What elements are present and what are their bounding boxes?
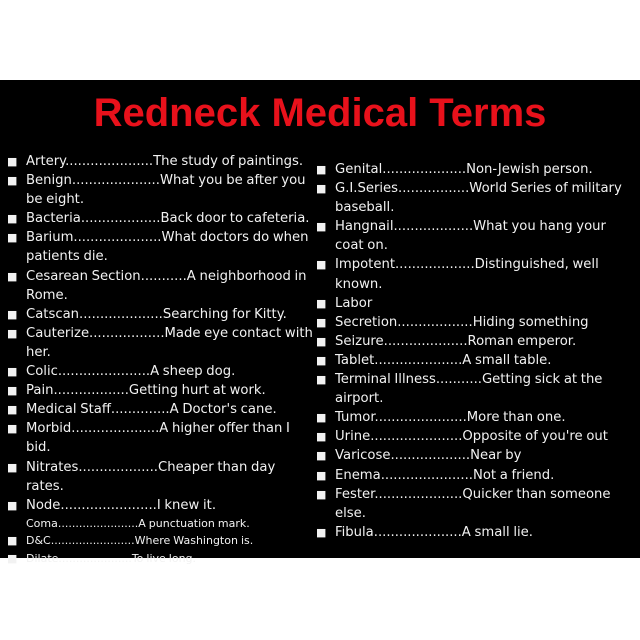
term-enema: ■ Enema......................Not a friend. xyxy=(316,466,628,485)
term-pain: ■ Pain..................Getting hurt at work. xyxy=(4,381,314,400)
bullet-icon: ■ xyxy=(7,212,18,226)
term-cesarean-section: ■ Cesarean Section...........A neighborhood in Rome. xyxy=(7,268,307,303)
bullet-icon: ■ xyxy=(316,296,327,310)
bullet-icon: ■ xyxy=(316,525,327,539)
term-seizure: ■ Seizure....................Roman emperor. xyxy=(316,332,628,351)
term-tumor: ■ Tumor......................More than one. xyxy=(316,408,628,427)
term-labor: ■ Labor xyxy=(316,294,628,313)
bullet-icon: ■ xyxy=(7,384,18,398)
bullet-icon: ■ xyxy=(7,403,18,417)
bullet-icon: ■ xyxy=(7,498,18,512)
bullet-icon: ■ xyxy=(7,551,18,565)
term-node: ■ Node.......................I knew it. xyxy=(4,496,314,515)
term-catscan: ■ Catscan....................Searching for Kitty. xyxy=(4,305,314,324)
bullet-icon: ■ xyxy=(316,449,327,463)
term-cauterize: ■ Cauterize..................Made eye contact with her. xyxy=(7,325,313,360)
term-dandc: ■ D&C........................Where Washington is. xyxy=(4,532,314,550)
bullet-icon: ■ xyxy=(316,353,327,367)
bullet-icon: ■ xyxy=(316,373,327,387)
bullet-icon: ■ xyxy=(316,220,327,234)
term-artery: ■ Artery.....................The study of paintings. xyxy=(4,152,314,171)
term-genital: ■ Genital....................Non-Jewish person. xyxy=(316,160,628,179)
bullet-icon: ■ xyxy=(7,422,18,436)
term-fibula: ■ Fibula.....................A small lie. xyxy=(316,523,628,542)
poster xyxy=(0,80,640,565)
term-barium: ■ Barium.....................What doctors do when patients die. xyxy=(7,230,309,265)
term-morbid: ■ Morbid.....................A higher offer than I bid. xyxy=(7,421,290,456)
term-hangnail: ■ Hangnail...................What you hang your coat on. xyxy=(316,219,606,254)
bullet-icon: ■ xyxy=(7,231,18,245)
bullet-icon: ■ xyxy=(316,163,327,176)
term-varicose: ■ Varicose...................Near by xyxy=(316,446,628,465)
term-fester: ■ Fester.....................Quicker than someone else. xyxy=(316,486,611,521)
bullet-icon: ■ xyxy=(7,269,18,283)
term-medical-staff: ■ Medical Staff..............A Doctor's cane. xyxy=(4,400,314,419)
bullet-icon: ■ xyxy=(316,315,327,329)
bullet-icon: ■ xyxy=(316,334,327,348)
term-terminal-illness: ■ Terminal Illness...........Getting sick at the airport. xyxy=(316,372,603,407)
term-urine: ■ Urine......................Opposite of you're out xyxy=(316,427,628,446)
bullet-icon: ■ xyxy=(316,411,327,425)
term-benign: ■ Benign.....................What you be after you be eight. xyxy=(7,173,306,208)
right-term-list xyxy=(316,160,628,542)
bullet-icon: ■ xyxy=(316,182,327,196)
term-nitrates: ■ Nitrates...................Cheaper than day rates. xyxy=(7,459,276,494)
bullet-icon: ■ xyxy=(7,460,18,474)
bullet-icon: ■ xyxy=(7,307,18,321)
bullet-icon: ■ xyxy=(7,365,18,379)
bullet-icon: ■ xyxy=(316,258,327,272)
left-term-list xyxy=(4,152,314,567)
term-gi-series: ■ G.I.Series.................World Series of military baseball. xyxy=(316,181,622,216)
term-impotent: ■ Impotent...................Distinguished, well known. xyxy=(316,257,599,292)
bullet-icon: ■ xyxy=(7,326,18,340)
bullet-icon: ■ xyxy=(316,487,327,501)
term-dilate: ■ Dilate.....................To live long. xyxy=(4,550,314,568)
term-tablet: ■ Tablet.....................A small table. xyxy=(316,351,628,370)
term-coma: Coma.......................A punctuation mark. xyxy=(26,516,250,530)
bullet-icon: ■ xyxy=(316,430,327,444)
term-bacteria: ■ Bacteria...................Back door to cafeteria. xyxy=(4,209,314,228)
bullet-icon: ■ xyxy=(7,534,18,548)
poster-title: Redneck Medical Terms xyxy=(93,91,547,135)
term-colic: ■ Colic......................A sheep dog. xyxy=(4,362,314,381)
bullet-icon: ■ xyxy=(7,174,18,188)
bullet-icon: ■ xyxy=(7,155,18,168)
bullet-icon: ■ xyxy=(316,468,327,482)
term-secretion: ■ Secretion..................Hiding something xyxy=(316,313,628,332)
